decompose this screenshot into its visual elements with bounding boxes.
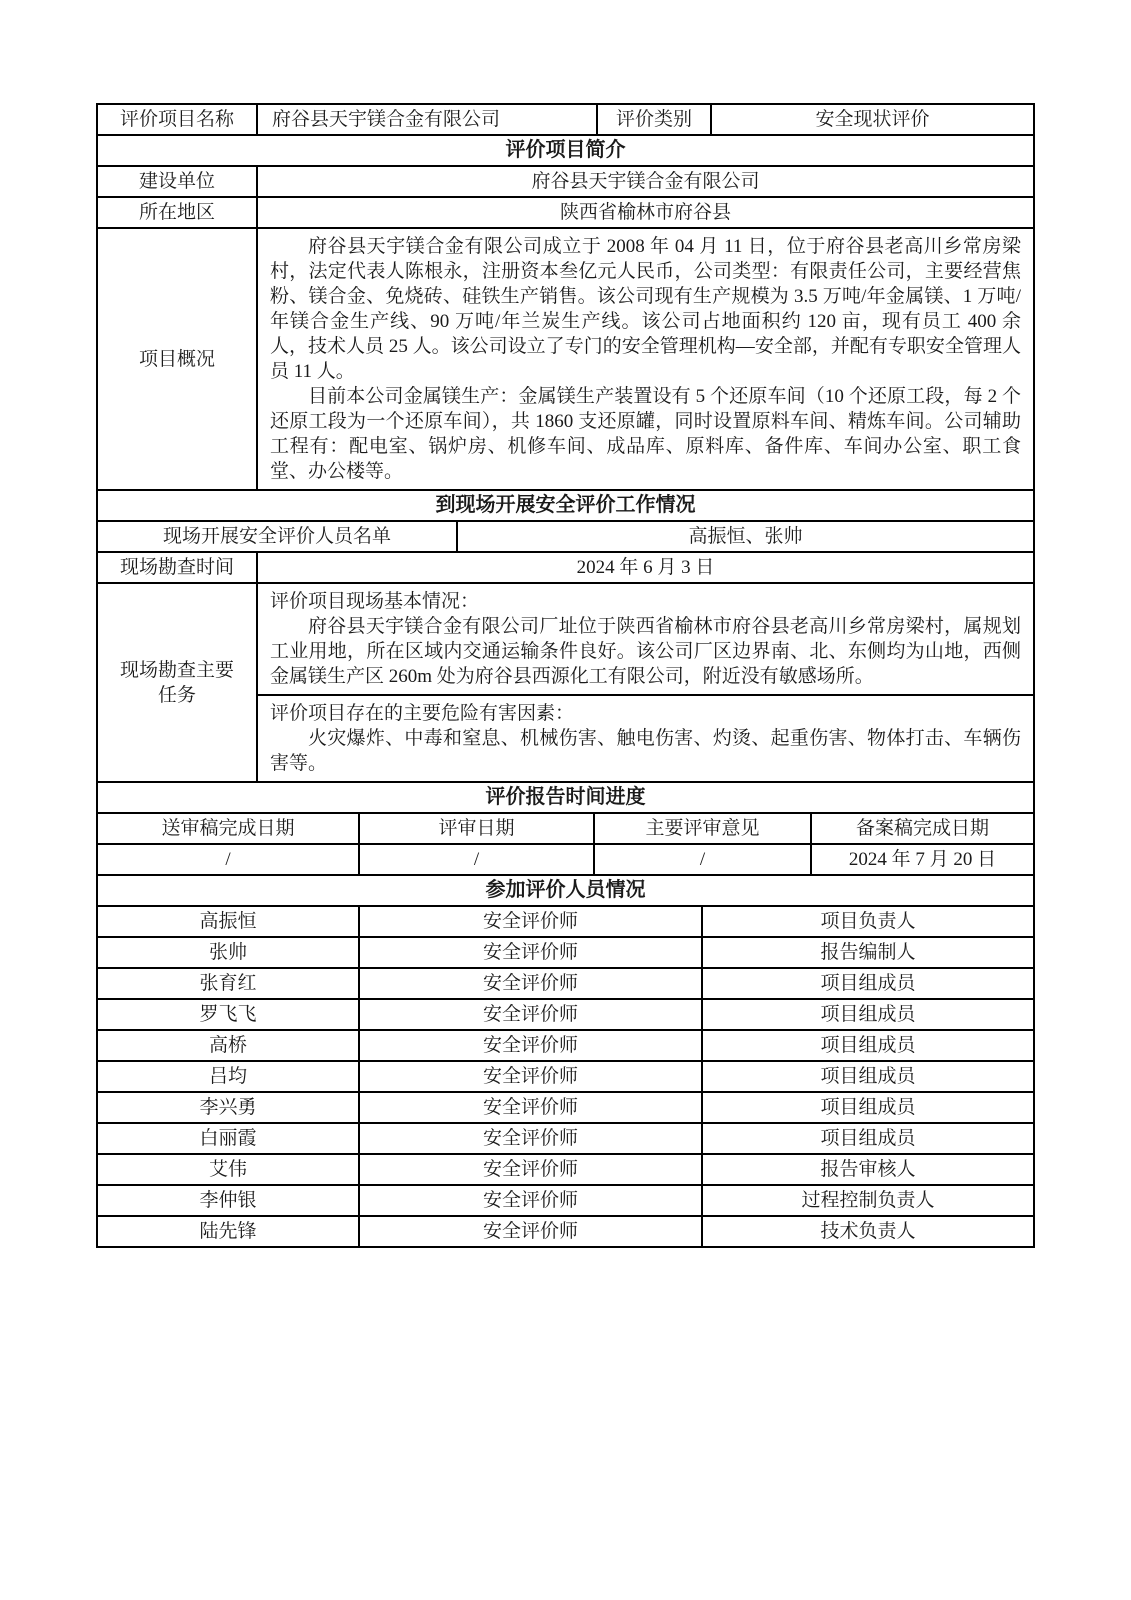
personnel-title: 安全评价师 xyxy=(360,907,703,936)
personnel-title: 安全评价师 xyxy=(360,1062,703,1091)
personnel-row xyxy=(98,907,1033,938)
section-intro-header: 评价项目简介 xyxy=(505,139,626,161)
row-region xyxy=(98,198,1033,229)
personnel-role: 项目组成员 xyxy=(820,1004,916,1025)
row-project-title xyxy=(98,105,1033,136)
personnel-title: 安全评价师 xyxy=(360,1031,703,1060)
personnel-name: 罗飞飞 xyxy=(98,1000,360,1029)
survey-tasks-label-cell xyxy=(98,584,258,781)
region-value: 陕西省榆林市府谷县 xyxy=(559,202,731,223)
eval-category-label: 评价类别 xyxy=(598,105,712,134)
personnel-role: 项目组成员 xyxy=(820,1035,916,1056)
survey-date-value: 2024 年 6 月 3 日 xyxy=(576,557,715,578)
personnel-title: 安全评价师 xyxy=(360,1155,703,1184)
overview-paragraph-2: 目前本公司金属镁生产：金属镁生产装置设有 5 个还原车间（10 个还原工段，每 2 个还原工段为一个还原车间），共 1860 支还原罐，同时设置原料车间、精炼车间。公司辅助工程有：配电室、锅炉房、机修车间、成品库、原料库、备件库、车间办公室、职工食堂、办公楼等。 xyxy=(270,386,1021,482)
personnel-role: 报告编制人 xyxy=(820,942,916,963)
personnel-name: 白丽霞 xyxy=(98,1124,360,1153)
schedule-header-draft-date: 送审稿完成日期 xyxy=(98,814,360,843)
personnel-row xyxy=(98,1031,1033,1062)
personnel-row xyxy=(98,1217,1033,1246)
row-site-staff xyxy=(98,522,1033,553)
personnel-role: 项目组成员 xyxy=(820,1066,916,1087)
schedule-value-review-opinion: / xyxy=(595,845,812,874)
row-section-personnel xyxy=(98,876,1033,907)
personnel-row xyxy=(98,1093,1033,1124)
row-schedule-values xyxy=(98,845,1033,876)
personnel-name: 张帅 xyxy=(98,938,360,967)
eval-category-value: 安全现状评价 xyxy=(815,109,930,130)
personnel-role: 项目组成员 xyxy=(820,1128,916,1149)
section-schedule-header: 评价报告时间进度 xyxy=(485,786,646,808)
row-build-unit xyxy=(98,167,1033,198)
personnel-row xyxy=(98,1000,1033,1031)
personnel-role: 项目负责人 xyxy=(820,911,916,932)
personnel-name: 艾伟 xyxy=(98,1155,360,1184)
personnel-name: 李仲银 xyxy=(98,1186,360,1215)
personnel-title: 安全评价师 xyxy=(360,1124,703,1153)
personnel-row xyxy=(98,1186,1033,1217)
survey-tasks-label: 现场勘查主要任务 xyxy=(119,659,234,706)
schedule-header-review-date: 评审日期 xyxy=(360,814,595,843)
survey-tasks-content xyxy=(258,584,1033,781)
region-label: 所在地区 xyxy=(98,198,258,227)
personnel-title: 安全评价师 xyxy=(360,1093,703,1122)
project-overview-label: 项目概况 xyxy=(98,229,258,489)
project-name-label: 评价项目名称 xyxy=(98,105,258,134)
personnel-row xyxy=(98,1124,1033,1155)
section-sitework-header: 到现场开展安全评价工作情况 xyxy=(435,494,696,516)
personnel-row xyxy=(98,1155,1033,1186)
hazard-factors-title: 评价项目存在的主要危险有害因素： xyxy=(270,703,575,724)
row-section-sitework xyxy=(98,491,1033,522)
site-staff-value: 高振恒、张帅 xyxy=(688,526,803,547)
personnel-role: 技术负责人 xyxy=(820,1221,916,1242)
personnel-title: 安全评价师 xyxy=(360,938,703,967)
schedule-header-record-date: 备案稿完成日期 xyxy=(855,818,989,839)
row-schedule-headers xyxy=(98,814,1033,845)
personnel-name: 高振恒 xyxy=(98,907,360,936)
personnel-title: 安全评价师 xyxy=(360,969,703,998)
personnel-role: 报告审核人 xyxy=(820,1159,916,1180)
row-survey-date xyxy=(98,553,1033,584)
personnel-row xyxy=(98,938,1033,969)
personnel-name: 陆先锋 xyxy=(98,1217,360,1246)
site-basic-situation-body: 府谷县天宇镁合金有限公司厂址位于陕西省榆林市府谷县老高川乡常房梁村，属规划工业用地，所在区域内交通运输条件良好。该公司厂区边界南、北、东侧均为山地，西侧金属镁生产区 260m 处为府谷县西源化工有限公司，附近没有敏感场所。 xyxy=(270,616,1021,687)
personnel-role: 项目组成员 xyxy=(820,973,916,994)
hazard-factors-body: 火灾爆炸、中毒和窒息、机械伤害、触电伤害、灼烫、起重伤害、物体打击、车辆伤害等。 xyxy=(270,728,1021,774)
schedule-value-review-date: / xyxy=(360,845,595,874)
project-name-value: 府谷县天宇镁合金有限公司 xyxy=(258,105,598,134)
personnel-name: 吕均 xyxy=(98,1062,360,1091)
personnel-name: 高桥 xyxy=(98,1031,360,1060)
overview-paragraph-1: 府谷县天宇镁合金有限公司成立于 2008 年 04 月 11 日，位于府谷县老高川乡常房梁村，法定代表人陈根永，注册资本叁亿元人民币，公司类型：有限责任公司，主要经营焦粉、镁合金、免烧砖、硅铁生产销售。该公司现有生产规模为 3.5 万吨/年金属镁、1 万吨/年镁合金生产线、90 万吨/年兰炭生产线。该公司占地面积约 120 亩，现有员工 400 余人，技术人员 25 人。该公司设立了专门的安全管理机构—安全部，并配有专职安全管理人员 11 人。 xyxy=(270,236,1021,382)
row-section-schedule xyxy=(98,783,1033,814)
project-overview-text xyxy=(258,229,1033,489)
site-staff-label: 现场开展安全评价人员名单 xyxy=(98,522,458,551)
evaluation-summary-table xyxy=(96,103,1035,1248)
hazard-factors-cell xyxy=(258,696,1033,781)
personnel-title: 安全评价师 xyxy=(360,1217,703,1246)
survey-date-label: 现场勘查时间 xyxy=(98,553,258,582)
personnel-title: 安全评价师 xyxy=(360,1000,703,1029)
row-project-overview xyxy=(98,229,1033,491)
schedule-value-draft-date: / xyxy=(98,845,360,874)
personnel-name: 张育红 xyxy=(98,969,360,998)
row-section-intro xyxy=(98,136,1033,167)
build-unit-value: 府谷县天宇镁合金有限公司 xyxy=(531,171,760,192)
personnel-row xyxy=(98,969,1033,1000)
personnel-title: 安全评价师 xyxy=(360,1186,703,1215)
personnel-role: 项目组成员 xyxy=(820,1097,916,1118)
row-survey-tasks xyxy=(98,584,1033,783)
personnel-name: 李兴勇 xyxy=(98,1093,360,1122)
section-personnel-header: 参加评价人员情况 xyxy=(485,879,646,901)
schedule-header-review-opinion: 主要评审意见 xyxy=(595,814,812,843)
schedule-value-record-date: 2024 年 7 月 20 日 xyxy=(848,849,997,870)
personnel-role: 过程控制负责人 xyxy=(801,1190,935,1211)
personnel-row xyxy=(98,1062,1033,1093)
site-basic-situation-cell xyxy=(258,584,1033,696)
build-unit-label: 建设单位 xyxy=(98,167,258,196)
site-basic-situation-title: 评价项目现场基本情况： xyxy=(270,591,480,612)
